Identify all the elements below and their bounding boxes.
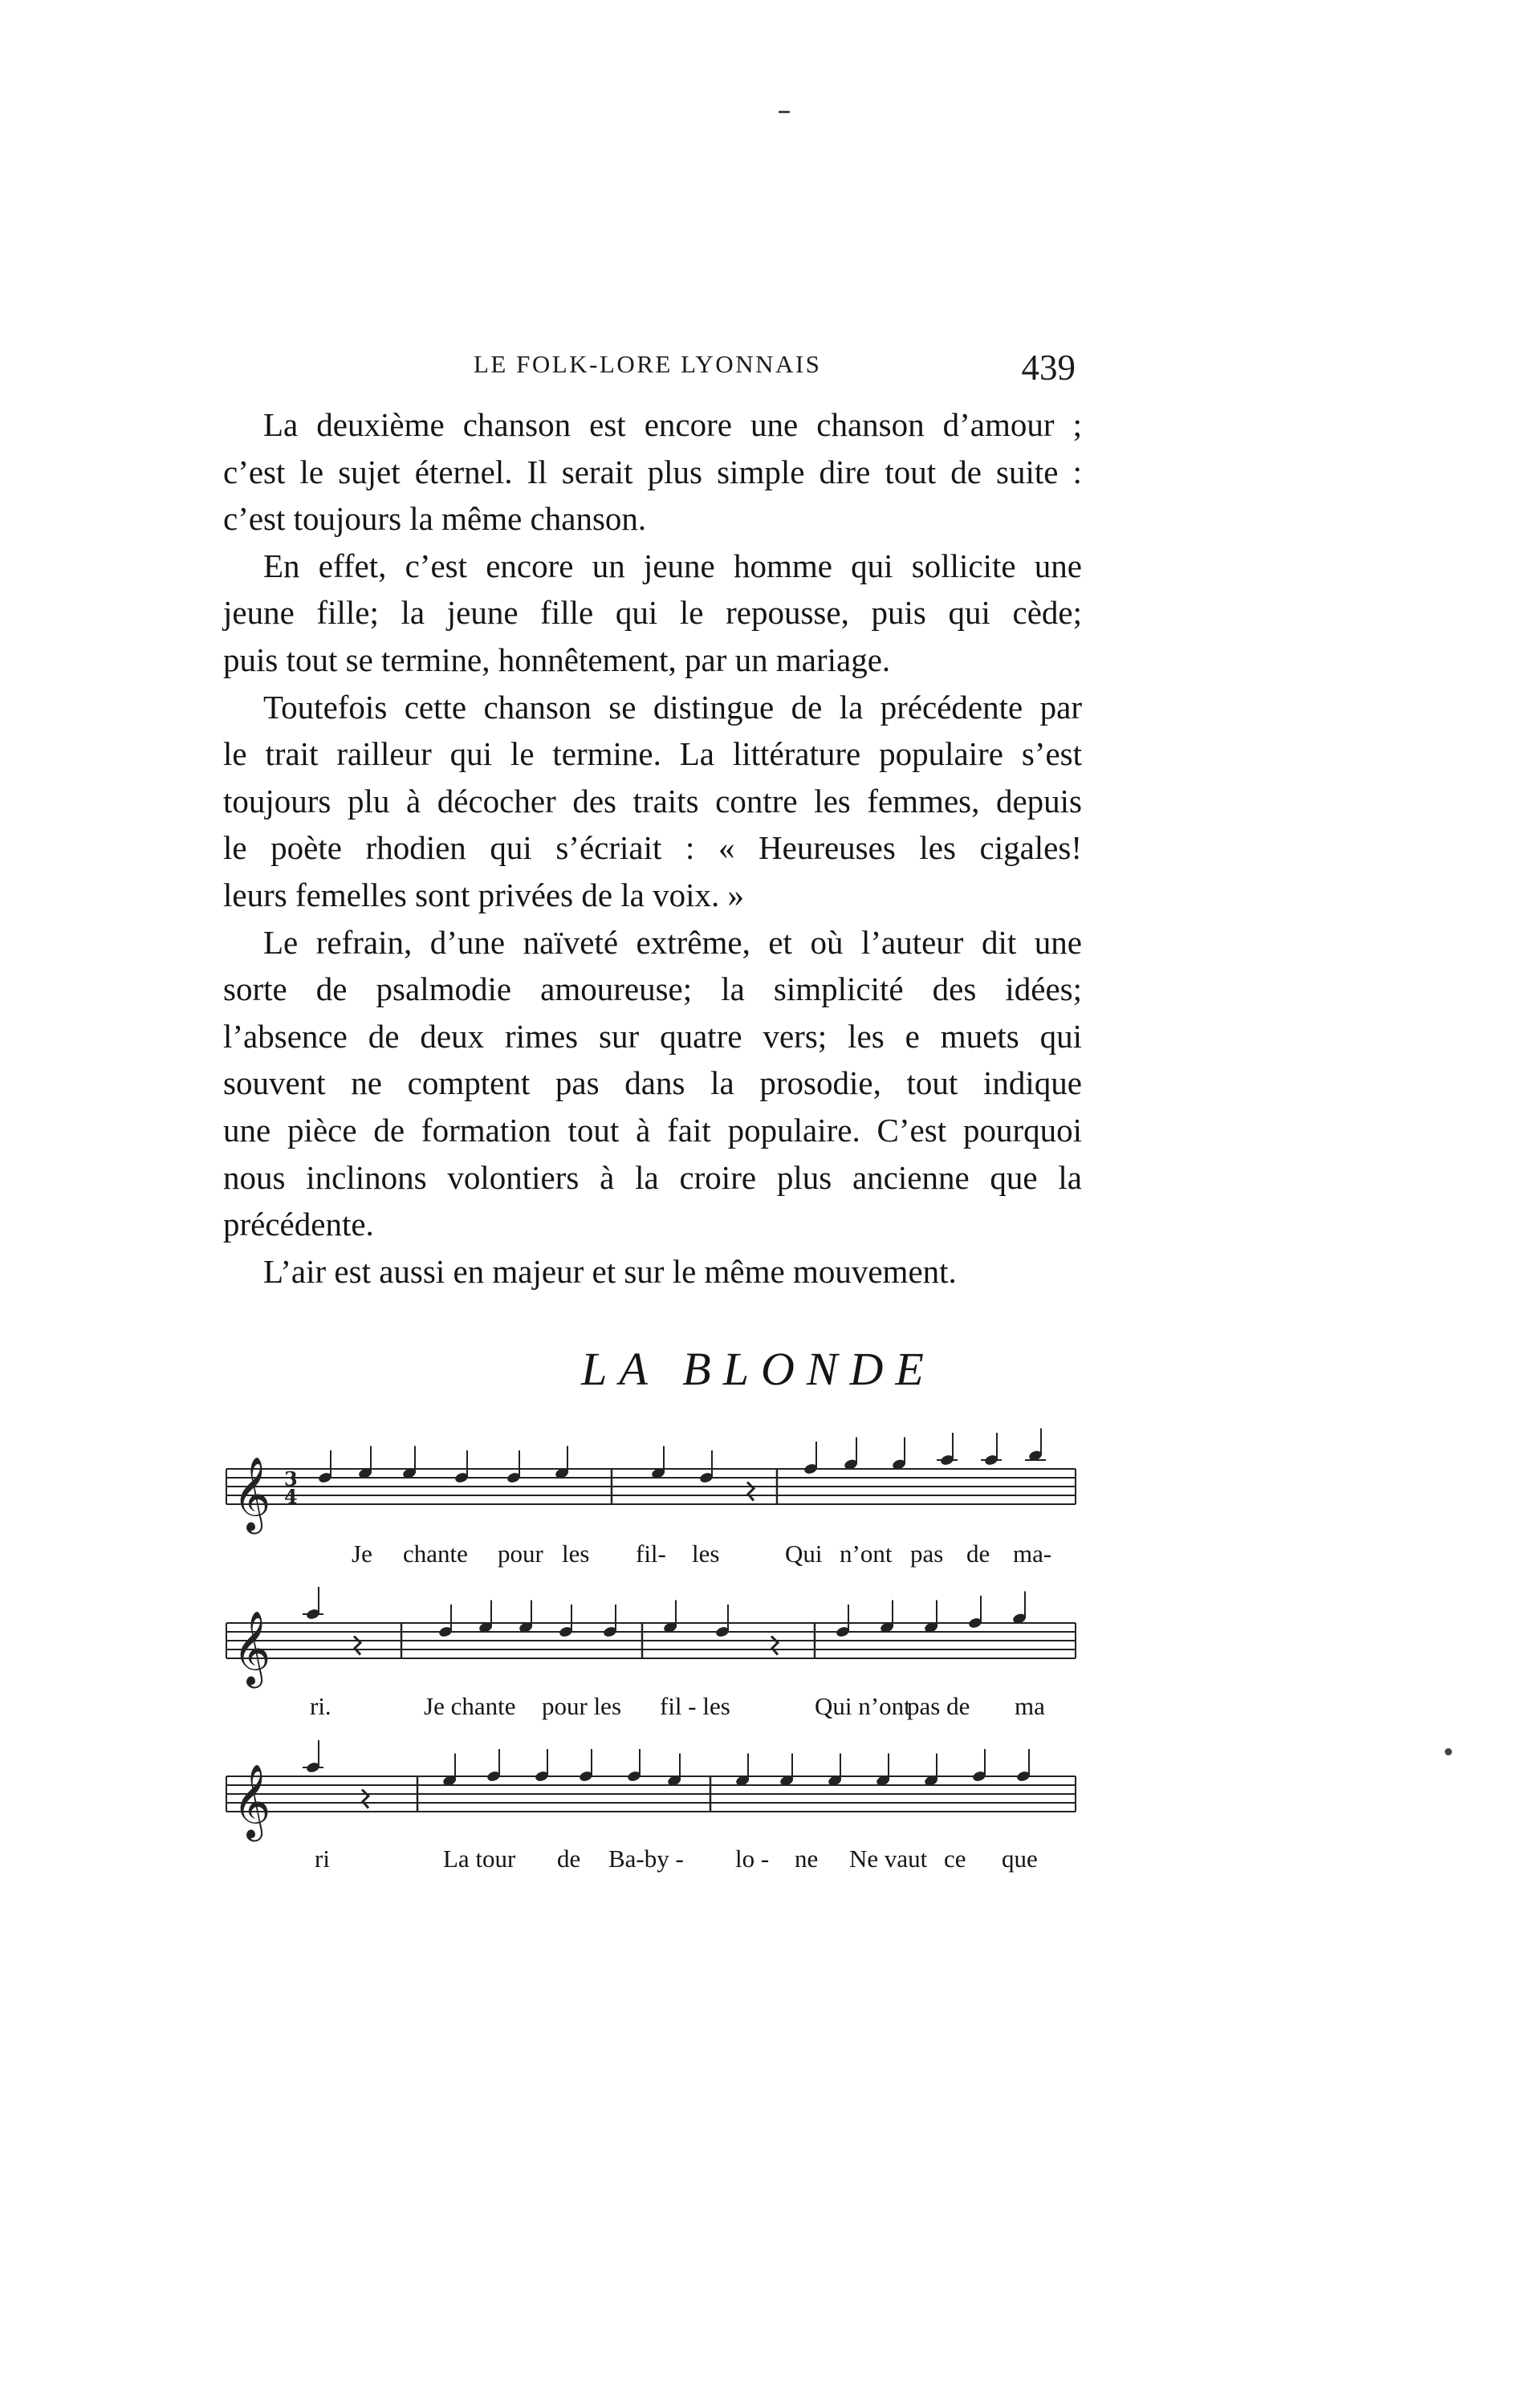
treble-clef: 𝄞 bbox=[233, 1610, 271, 1685]
lyric-syllable: pas bbox=[910, 1540, 944, 1568]
lyric-syllable: les bbox=[692, 1540, 720, 1568]
time-signature-top: 3 bbox=[284, 1467, 298, 1491]
text-line: jeune fille; la jeune fille qui le repousse, puis qui cède; bbox=[223, 594, 1082, 632]
lyric-syllable: Ba-by - bbox=[608, 1845, 684, 1873]
lyric-syllable: Qui n’ont bbox=[815, 1692, 911, 1720]
lyric-syllable: ri bbox=[315, 1845, 330, 1873]
lyric-syllable: ma- bbox=[1013, 1540, 1052, 1568]
lyric-syllable: les bbox=[562, 1540, 590, 1568]
lyric-syllable: de bbox=[966, 1540, 990, 1568]
text-line: l’absence de deux rimes sur quatre vers; les e muets qui bbox=[223, 1017, 1082, 1055]
page-number: 439 bbox=[1021, 348, 1076, 388]
lyric-syllable: n’ont bbox=[840, 1540, 893, 1568]
lyric-syllable: de bbox=[557, 1845, 581, 1873]
lyric-syllable: Ne vaut bbox=[849, 1845, 928, 1873]
text-line: sorte de psalmodie amoureuse; la simplicité des idées; bbox=[223, 970, 1082, 1008]
lyric-syllable: ri. bbox=[310, 1692, 331, 1720]
text-line: Toutefois cette chanson se distingue de la précédente par bbox=[263, 688, 1082, 726]
print-speck bbox=[1445, 1748, 1452, 1755]
text-line: c’est le sujet éternel. Il serait plus simple dire tout de suite : bbox=[223, 453, 1082, 490]
text-line: le poète rhodien qui s’écriait : « Heureuses les cigales! bbox=[223, 829, 1082, 867]
text-line: le trait railleur qui le termine. La littérature populaire s’est bbox=[223, 735, 1082, 773]
lyric-syllable: fil- bbox=[636, 1540, 666, 1568]
time-signature-bottom: 4 bbox=[284, 1485, 298, 1508]
lyric-syllable: Qui bbox=[785, 1540, 823, 1568]
quarter-rest bbox=[362, 1790, 368, 1808]
song-title: LA BLONDE bbox=[581, 1343, 936, 1395]
text-line: toujours plu à décocher des traits contre les femmes, depuis bbox=[223, 782, 1082, 820]
lyric-syllable: que bbox=[1002, 1845, 1038, 1873]
text-line: nous inclinons volontiers à la croire plus ancienne que la bbox=[223, 1158, 1082, 1196]
text-line: puis tout se termine, honnêtement, par un mariage. bbox=[223, 641, 891, 678]
text-line: une pièce de formation tout à fait populaire. C’est pourquoi bbox=[223, 1111, 1082, 1149]
lyric-syllable: pour les bbox=[542, 1692, 622, 1720]
treble-clef: 𝄞 bbox=[233, 1456, 271, 1531]
treble-clef: 𝄞 bbox=[233, 1763, 271, 1838]
lyric-syllable: ne bbox=[795, 1845, 819, 1873]
text-line: leurs femelles sont privées de la voix. » bbox=[223, 876, 744, 913]
lyric-syllable: chante bbox=[403, 1540, 468, 1568]
quarter-rest bbox=[354, 1637, 360, 1655]
lyric-syllable: fil - les bbox=[660, 1692, 730, 1720]
lyric-syllable: pas de bbox=[907, 1692, 970, 1720]
text-line: c’est toujours la même chanson. bbox=[223, 500, 647, 538]
text-line: En effet, c’est encore un jeune homme qui sollicite une bbox=[263, 547, 1082, 584]
text-line: Le refrain, d’une naïveté extrême, et où l’auteur dit une bbox=[263, 923, 1082, 961]
text-line: souvent ne comptent pas dans la prosodie, tout indique bbox=[223, 1064, 1082, 1102]
text-line: La deuxième chanson est encore une chanson d’amour ; bbox=[263, 406, 1082, 443]
quarter-rest bbox=[771, 1637, 778, 1655]
lyric-syllable: Je bbox=[352, 1540, 372, 1568]
print-speck bbox=[779, 111, 790, 113]
lyric-syllable: Je chante bbox=[424, 1692, 516, 1720]
running-title: LE FOLK-LORE LYONNAIS bbox=[474, 350, 822, 378]
lyric-syllable: lo - bbox=[735, 1845, 770, 1873]
text-line: précédente. bbox=[223, 1206, 374, 1243]
text-line: L’air est aussi en majeur et sur le même mouvement. bbox=[263, 1252, 957, 1290]
lyric-syllable: La tour bbox=[443, 1845, 516, 1873]
lyric-syllable: ma bbox=[1015, 1692, 1045, 1720]
quarter-rest bbox=[747, 1483, 754, 1501]
lyric-syllable: ce bbox=[944, 1845, 966, 1873]
lyric-syllable: pour bbox=[498, 1540, 543, 1568]
